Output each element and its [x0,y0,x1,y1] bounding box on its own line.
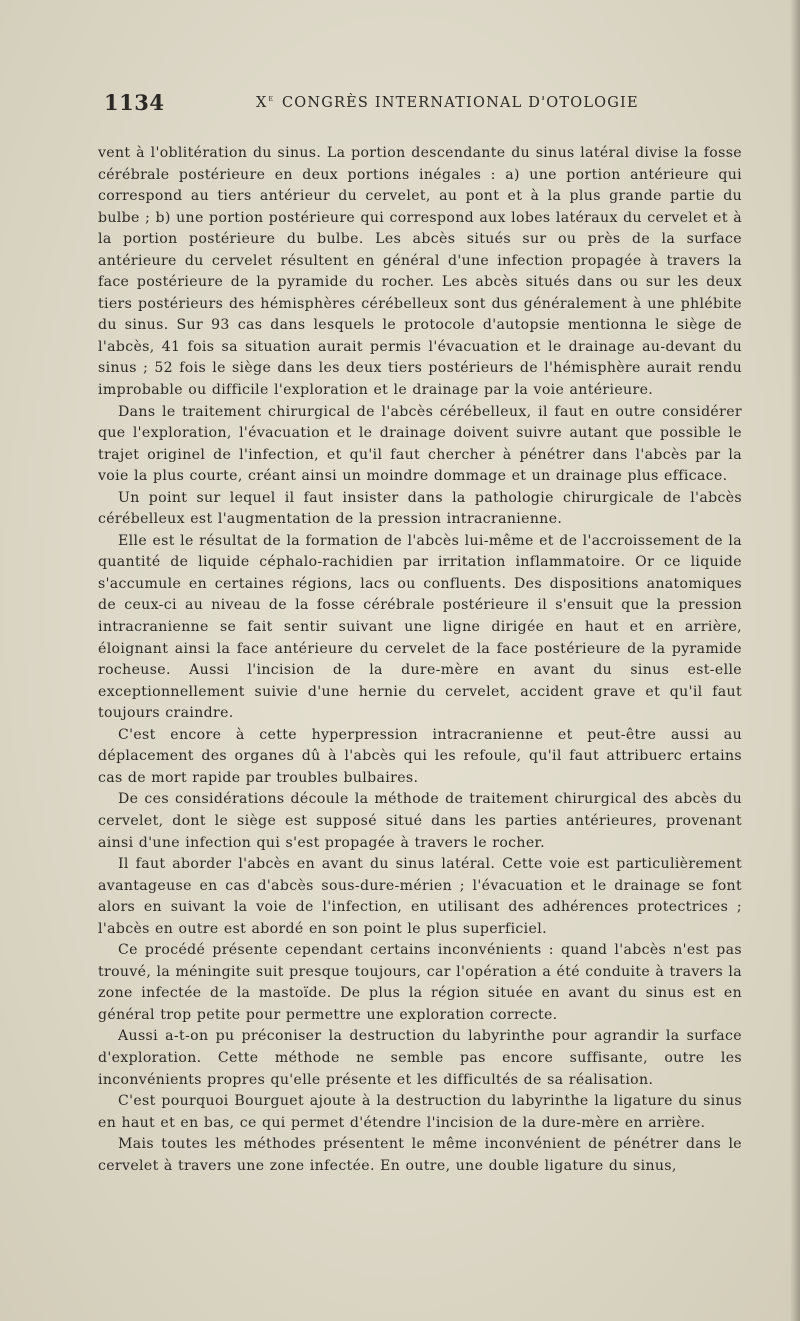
paragraph: Ce procédé présente cependant certains inconvénients : quand l'abcès n'est pas trouvé, la méningite suit presque toujours, car l'opération a été conduite à travers la zone infectée de la mastoïde. De plus la région située en avant du sinus est en général trop petite pour permettre une exploration correcte. [98,942,742,1023]
paragraph: De ces considérations découle la méthode de traitement chirurgical des abcès du cervelet, dont le siège est supposé situé dans les parties antérieures, provenant ainsi d'une infection qui s'est propagée à travers le rocher. [98,791,742,851]
paragraph: C'est pourquoi Bourguet ajoute à la destruction du labyrinthe la ligature du sinus en haut et en bas, ce qui permet d'étendre l'incision de la dure-mère en arrière. [98,1093,742,1131]
body-text [98,143,742,1177]
paragraph: Dans le traitement chirurgical de l'abcès cérébelleux, il faut en outre considérer que l'exploration, l'évacuation et le drainage doivent suivre autant que possible le trajet originel de l'infection, et qu'il faut chercher à pénétrer dans l'abcès par la voie la plus courte, créant ainsi un moindre dommage et un drainage plus efficace. [98,403,742,485]
running-title-ordinal-suffix: e [268,94,275,104]
paragraph: Elle est le résultat de la formation de l'abcès lui-même et de l'accroissement de la quantité de liquide céphalo-rachidien par irritation inflammatoire. Or ce liquide s'accumule en certaines régions, lacs ou confluents. Des dispositions anatomiques de ceux-ci au niveau de la fosse cérébrale postérieure il s'ensuit que la pression intracranienne se fait sentir suivant une ligne dirigée en haut et en arrière, éloignant ainsi la face antérieure du cervelet de la face postérieure de la pyramide rocheuse. Aussi l'incision de la dure-mère en avant du sinus est-elle exceptionnellement suivie d'une hernie du cervelet, accident grave et qu'il faut toujours craindre. [98,532,742,722]
paragraph: Aussi a-t-on pu préconiser la destruction du labyrinthe pour agrandir la surface d'exploration. Cette méthode ne semble pas encore suffisante, outre les inconvénients propres qu'elle présente et les difficultés de sa réalisation. [98,1028,742,1088]
paragraph: Un point sur lequel il faut insister dans la pathologie chirurgicale de l'abcès cérébelleux est l'augmentation de la pression intracranienne. [98,489,742,528]
paragraph: Il faut aborder l'abcès en avant du sinus latéral. Cette voie est particulièrement avantageuse en cas d'abcès sous-dure-mérien ; l'évacuation et le drainage se font alors en suivant la voie de l'infection, en utilisant des adhérences protectrices ; l'abcès en outre est abordé en son point le plus superficiel. [98,856,742,937]
page-number: 1134 [104,90,165,115]
page-header [104,90,744,120]
running-title-ordinal: X [256,95,268,111]
paragraph: Mais toutes les méthodes présentent le même inconvénient de pénétrer dans le cervelet à travers une zone infectée. En outre, une double ligature du sinus, [98,1136,742,1174]
running-title-text: CONGRÈS INTERNATIONAL D'OTOLOGIE [281,95,639,111]
paragraph: vent à l'oblitération du sinus. La portion descendante du sinus latéral divise la fosse cérébrale postérieure en deux portions inégales : a) une portion antérieure qui correspond au tiers antérieur du cervelet, au pont et à la plus grande partie du bulbe ; b) une portion postérieure qui correspond aux lobes latéraux du cervelet et à la portion postérieure du bulbe. Les abcès situés sur ou près de la surface antérieure du cervelet résultent en général d'une infection propagée à travers la face postérieure de la pyramide du rocher. Les abcès situés dans ou sur les deux tiers postérieurs des hémisphères cérébelleux sont dus généralement à une phlébite du sinus. Sur 93 cas dans lesquels le protocole d'autopsie mentionna le siège de l'abcès, 41 fois sa situation aurait permis l'évacuation et le drainage au-devant du sinus ; 52 fois le siège dans les deux tiers postérieurs de l'hémisphère aurait rendu improbable ou difficile l'exploration et le drainage par la voie antérieure. [98,145,742,399]
page-edge-shadow [790,0,800,1321]
running-title [256,94,639,111]
paragraph: C'est encore à cette hyperpression intracranienne et peut-être aussi au déplacement des organes dû à l'abcès qui les refoule, qu'il faut attribuerc ertains cas de mort rapide par troubles bulbaires. [98,726,742,786]
